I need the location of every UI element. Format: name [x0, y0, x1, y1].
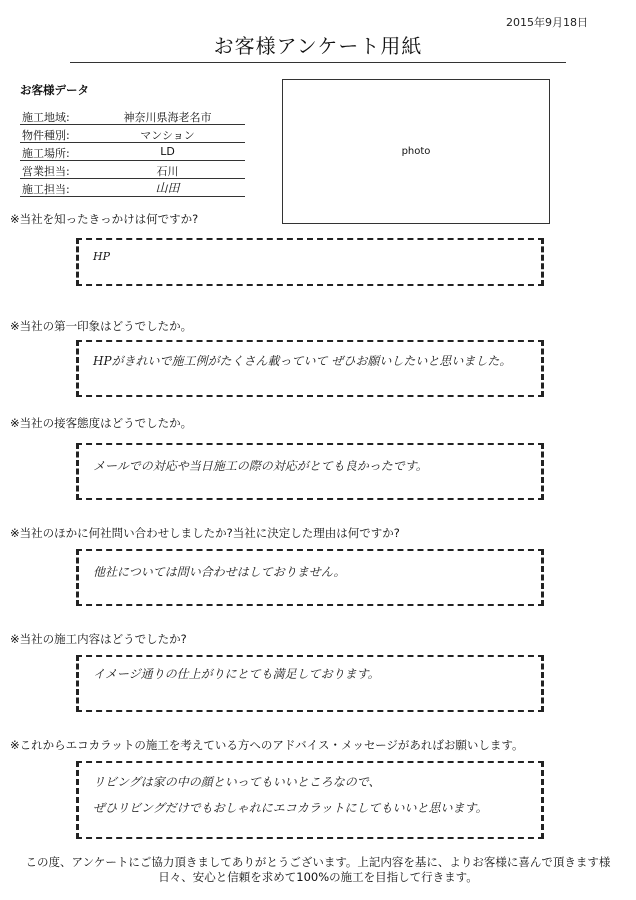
row-label: 施工地域:	[22, 111, 70, 124]
customer-row-location	[20, 143, 245, 161]
question-4: ※当社のほかに何社問い合わせしましたか?当社に決定した理由は何ですか?	[10, 526, 400, 540]
row-label: 施工担当:	[22, 183, 70, 196]
answer-box-4	[76, 549, 544, 606]
row-value: LD	[160, 145, 175, 158]
question-2: ※当社の第一印象はどうでしたか。	[10, 319, 193, 333]
answer-box-2	[76, 340, 544, 397]
customer-row-property-type	[20, 125, 245, 143]
answer-text-6-line-1: リビングは家の中の顔といってもいいところなので、	[93, 775, 381, 789]
footer-message	[0, 855, 636, 885]
answer-box-6	[76, 761, 544, 839]
row-value: 石川	[156, 165, 179, 178]
answer-text-5: イメージ通りの仕上がりにとても満足しております。	[93, 667, 380, 681]
answer-text-1: HP	[93, 250, 110, 263]
footer-line-2: 日々、安心と信頼を求めて100%の施工を目指して行きます。	[158, 870, 478, 884]
photo-label: photo	[401, 146, 431, 157]
customer-row-sales	[20, 161, 245, 179]
answer-text-4: 他社については問い合わせはしておりません。	[93, 565, 346, 579]
question-6: ※これからエコカラットの施工を考えている方へのアドバイス・メッセージがあればお願いします。	[10, 738, 524, 752]
answer-box-3	[76, 443, 544, 500]
row-label: 施工場所:	[22, 147, 70, 160]
photo-placeholder	[282, 79, 550, 224]
answer-text-2: HPがきれいで施工例がたくさん載っていて ぜひお願いしたいと思いました。	[93, 354, 512, 368]
customer-row-area	[20, 107, 245, 125]
answer-text-3: メールでの対応や当日施工の際の対応がとても良かったです。	[93, 459, 428, 473]
row-label: 営業担当:	[22, 165, 70, 178]
page-title: お客様アンケート用紙	[70, 30, 566, 63]
footer-line-1: この度、アンケートにご協力頂きましてありがとうございます。上記内容を基に、よりお客様に喜んで頂きます様	[25, 855, 611, 869]
answer-text-6-line-2: ぜひリビングだけでもおしゃれにエコカラットにしてもいいと思います。	[93, 801, 488, 815]
row-label: 物件種別:	[22, 129, 70, 142]
customer-row-installer	[20, 179, 245, 197]
row-value: 神奈川県海老名市	[123, 111, 212, 124]
question-1: ※当社を知ったきっかけは何ですか?	[10, 212, 199, 226]
answer-box-1	[76, 238, 544, 286]
survey-date: 2015年9月18日	[506, 16, 588, 29]
question-3: ※当社の接客態度はどうでしたか。	[10, 416, 193, 430]
row-value-handwritten: 山田	[155, 181, 180, 195]
customer-data-heading: お客様データ	[20, 83, 89, 97]
answer-box-5	[76, 655, 544, 712]
row-value: マンション	[140, 129, 195, 142]
question-5: ※当社の施工内容はどうでしたか?	[10, 632, 187, 646]
